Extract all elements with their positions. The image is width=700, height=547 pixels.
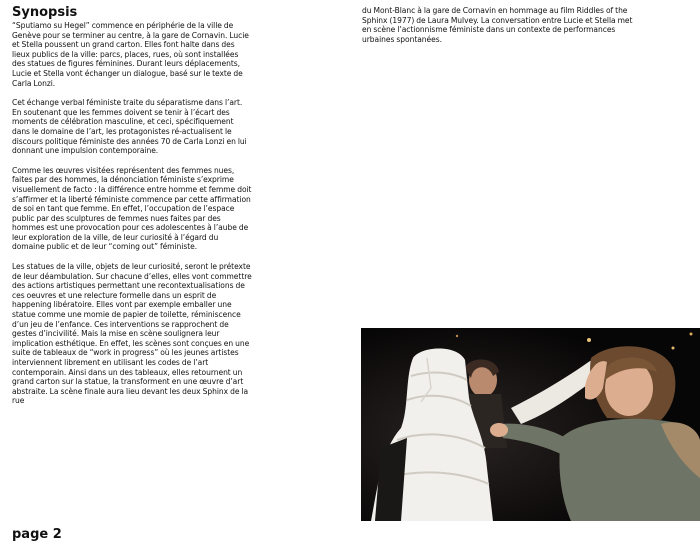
page-title: Synopsis	[12, 5, 78, 20]
paragraph-2: Cet échange verbal féministe traite du séparatisme dans l’art. En soutenant que les femmes doivent se tenir à l’écart des moments de célébration masculine, et ceci, spécifiquement dans le domaine de l’art, les protagonistes ré-actualisent le discours politique féministe des années 70 de Carla Lonzi en lui donnant une impulsion contemporaine.	[12, 98, 247, 156]
paragraph-1: “Sputiamo su Hegel” commence en périphérie de la ville de Genève pour se terminer au centre, à la gare de Cornavin. Lucie et Stella poussent un grand carton. Elles font halte dans des lieux publics de la ville: parcs, places, rues, où sont installées des statues de figures féminines. Durant leurs déplacements, Lucie et Stella vont échanger un dialogue, basé sur le texte de Carla Lonzi.	[12, 21, 249, 88]
left-column	[12, 6, 252, 416]
performance-photo	[361, 328, 700, 521]
paragraph-4: Les statues de la ville, objets de leur curiosité, seront le prétexte de leur déambulation. Sur chacune d’elles, elles vont commettre des actions artistiques permettant une recontextualisations de ces oeuvres et une relecture formelle dans un esprit de happening libératoire. Elles vont par exemple emballer une statue comme une momie de papier de toilette, réminiscence d’un jeu de l’enfance. Ces interventions se rapprochent de gestes d’incivilité. Mais la mise en scène soulignera leur implication esthétique. En effet, les scènes sont conçues en une suite de tableaux de “work in progress” où les jeunes artistes interviennent librement en utilisant les codes de l’art contemporain. Ainsi dans un des tableaux, elles retournent un grand carton sur la statue, la transforment en une œuvre d’art abstraite. La scène finale aura lieu devant les deux Sphinx de la rue	[12, 262, 252, 406]
paragraph-5: du Mont-Blanc à la gare de Cornavin en hommage au film Riddles of the Sphinx (1977) de Laura Mulvey. La conversation entre Lucie et Stella met en scène l’actionnisme féministe dans un contexte de performances urbaines spontanées.	[362, 6, 633, 44]
page-number: page 2	[12, 527, 62, 542]
right-column	[362, 6, 640, 54]
paragraph-3: Comme les œuvres visitées représentent des femmes nues, faites par des hommes, la dénonciation féministe s’exprime visuellement de facto : la différence entre homme et femme doit s’affirmer et la liberté féministe commence par cette affirmation de soi en tant que femme. En effet, l’occupation de l’espace public par des sculptures de femmes nues faites par des hommes est une provocation pour ces adolescentes à l’aube de leur exploration de la ville, de leur curiosité à l’égard du domaine public et de leur “coming out” féministe.	[12, 165, 252, 252]
photo-illustration	[361, 328, 700, 521]
